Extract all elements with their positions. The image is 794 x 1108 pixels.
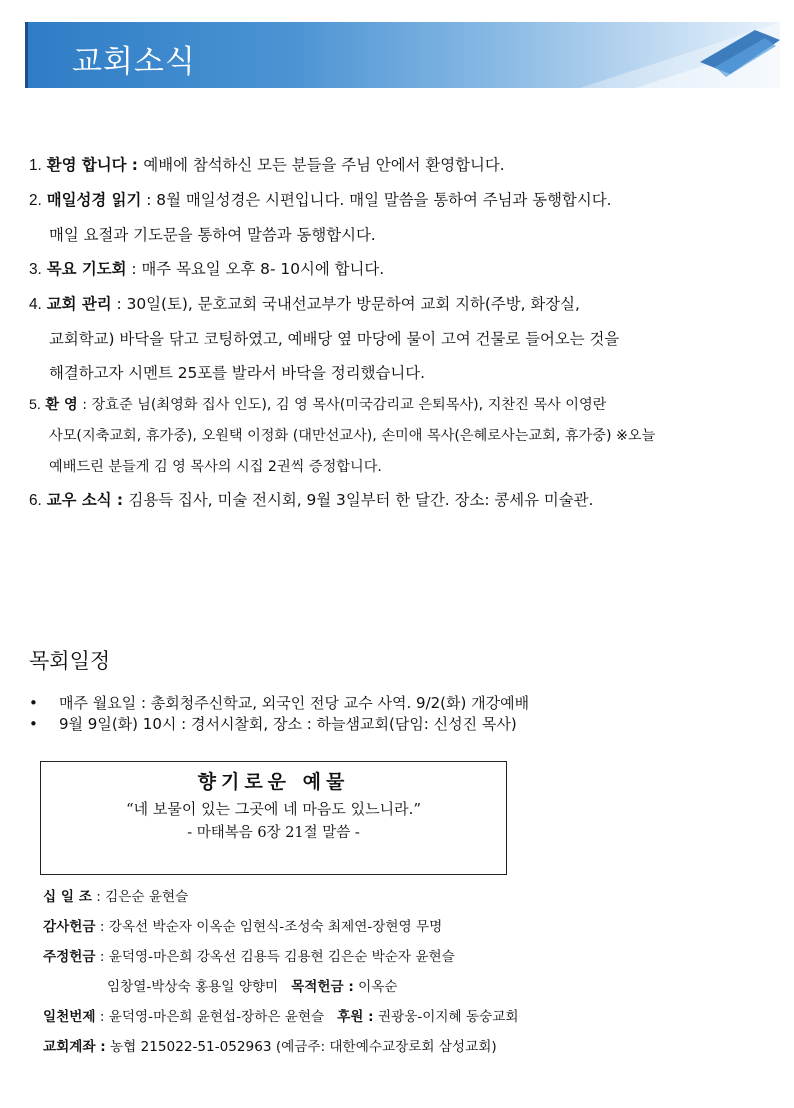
- schedule-item: • 매주 월요일 : 총회청주신학교, 외국인 전당 교수 사역. 9/2(화) 개강예배: [29, 694, 530, 712]
- banner-decoration: [540, 22, 780, 88]
- news-item-welcome: 1. 환영 합니다 : 예배에 참석하신 모든 분들을 주님 안에서 환영합니다.: [29, 156, 505, 174]
- offering-row-tithe: 십 일 조 : 김은순 윤현슬: [43, 889, 189, 905]
- offering-row-thanks: 감사헌금 : 강옥선 박순자 이옥순 임현식-조성숙 최제연-장현영 무명: [43, 919, 443, 935]
- offering-row-account: 교회계좌 : 농협 215022-51-052963 (예금주: 대한예수교장로회 삼성교회): [43, 1039, 497, 1055]
- schedule-title: 목회일정: [29, 649, 111, 673]
- news-item-member-news: 6. 교우 소식 : 김용득 집사, 미술 전시회, 9월 3일부터 한 달간. 장소: 콩세유 미술관.: [29, 491, 594, 509]
- schedule-item: • 9월 9일(화) 10시 : 경서시찰회, 장소 : 하늘샘교회(담임: 신성진 목사): [29, 715, 517, 733]
- news-item-visitors: 5. 환 영 : 장효준 님(최영화 집사 인도), 김 영 목사(미국감리교 은퇴목사), 지찬진 목사 이영란 사모(지축교회, 휴가중), 오원택 이정화 (대만선교사), 손미애 목사(은혜로사는교회, 휴가중) ※오늘 예배드린 분들게 김 영 목사의 시집 2권씩 증정합니다.: [29, 397, 656, 475]
- bullet-icon: •: [29, 715, 38, 733]
- news-label: 교우 소식: [46, 491, 112, 509]
- news-label: 매일성경 읽기: [46, 191, 142, 209]
- news-label: 환영 합니다: [46, 156, 127, 174]
- verse-box: [40, 761, 507, 875]
- schedule-list: [29, 693, 529, 735]
- verse-title: 향기로운 예물: [197, 771, 350, 793]
- offering-row-onethousand: 일천번제 : 윤덕영-마은희 윤현섭-장하은 윤현슬 후원 : 권광웅-이지혜 동숭교회: [43, 1009, 519, 1025]
- bullet-icon: •: [29, 694, 38, 712]
- verse-reference: - 마태복음 6장 21절 말씀 -: [187, 825, 360, 841]
- news-label: 교회 관리: [46, 295, 112, 313]
- section-banner: [25, 22, 780, 88]
- offering-row-regular: 주정헌금 : 윤덕영-마은희 강옥선 김용득 김용현 김은순 박순자 윤현슬: [43, 949, 455, 965]
- news-item-bible-reading: 2. 매일성경 읽기 : 8월 매일성경은 시편입니다. 매일 말씀을 통하여 주님과 동행합시다. 매일 요절과 기도문을 통하여 말씀과 동행합시다.: [29, 191, 612, 244]
- offerings-list: [43, 882, 763, 1062]
- news-label: 목요 기도회: [46, 260, 127, 278]
- verse-quote: “네 보물이 있는 그곳에 네 마음도 있느니라.”: [125, 800, 422, 818]
- news-item-church-maintenance: 4. 교회 관리 : 30일(토), 문호교회 국내선교부가 방문하여 교회 지하(주방, 화장실, 교회학교) 바닥을 닦고 코팅하였고, 예배당 옆 마당에 물이 고여 건물로 들어오는 것을 해결하고자 시멘트 25포를 발라서 바닥을 정리했습니다.: [29, 295, 620, 382]
- news-item-thursday-prayer: 3. 목요 기도회 : 매주 목요일 오후 8- 10시에 합니다.: [29, 260, 385, 278]
- offering-row-regular-cont: 임창열-박상숙 홍용일 양향미 목적헌금 : 이옥순: [107, 979, 398, 995]
- news-list: [29, 148, 769, 518]
- banner-title: 교회소식: [72, 44, 196, 80]
- news-label: 환 영: [45, 397, 78, 413]
